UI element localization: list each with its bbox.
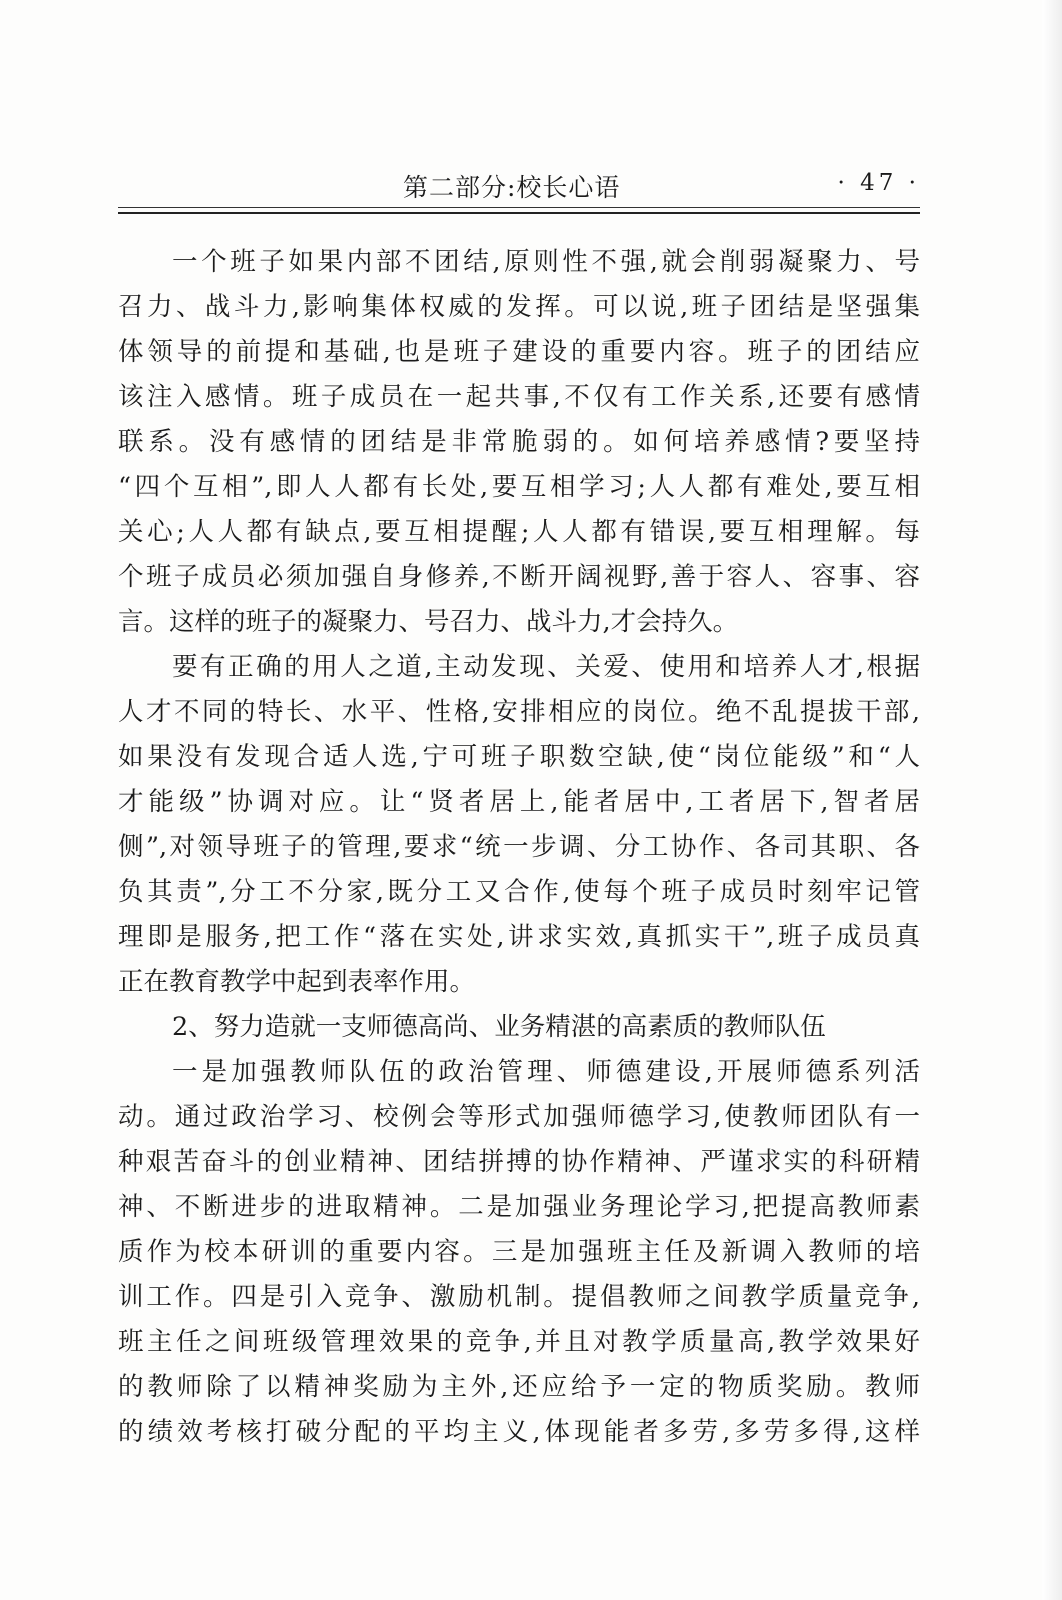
text-line: 动。通过政治学习、校例会等形式加强师德学习,使教师团队有一 <box>118 1102 920 1132</box>
text-line: 的绩效考核打破分配的平均主义,体现能者多劳,多劳多得,这样 <box>118 1417 920 1447</box>
text-line: 理即是服务,把工作“落在实处,讲求实效,真抓实干”,班子成员真 <box>118 922 920 952</box>
body-text <box>118 240 920 1455</box>
text-line: 要有正确的用人之道,主动发现、关爱、使用和培养人才,根据 <box>172 652 920 682</box>
text-line: 质作为校本研训的重要内容。三是加强班主任及新调入教师的培 <box>118 1237 920 1267</box>
text-line: 训工作。四是引入竞争、激励机制。提倡教师之间教学质量竞争, <box>118 1282 920 1312</box>
text-line: 种艰苦奋斗的创业精神、团结拼搏的协作精神、严谨求实的科研精 <box>118 1147 920 1177</box>
header-rule-thick <box>118 212 920 214</box>
text-line: 言。这样的班子的凝聚力、号召力、战斗力,才会持久。 <box>118 607 739 637</box>
page-number: · 47 · <box>837 170 920 196</box>
text-line: 人才不同的特长、水平、性格,安排相应的岗位。绝不乱提拔干部, <box>118 697 920 727</box>
text-line: 侧”,对领导班子的管理,要求“统一步调、分工协作、各司其职、各 <box>118 832 920 862</box>
text-line: 一个班子如果内部不团结,原则性不强,就会削弱凝聚力、号 <box>172 247 920 277</box>
running-header <box>118 168 920 208</box>
header-rule-thin <box>118 207 920 208</box>
text-line: 个班子成员必须加强自身修养,不断开阔视野,善于容人、容事、容 <box>118 562 920 592</box>
subsection-heading: 2、努力造就一支师德高尚、业务精湛的高素质的教师队伍 <box>172 1012 826 1042</box>
text-line: 正在教育教学中起到表率作用。 <box>118 967 476 997</box>
text-line: 该注入感情。班子成员在一起共事,不仅有工作关系,还要有感情 <box>118 382 920 412</box>
text-line: 如果没有发现合适人选,宁可班子职数空缺,使“岗位能级”和“人 <box>118 742 920 772</box>
text-line: 神、不断进步的进取精神。二是加强业务理论学习,把提高教师素 <box>118 1192 920 1222</box>
text-line: 召力、战斗力,影响集体权威的发挥。可以说,班子团结是坚强集 <box>118 292 920 322</box>
text-line: 才能级”协调对应。让“贤者居上,能者居中,工者居下,智者居 <box>118 787 920 817</box>
text-line: 关心;人人都有缺点,要互相提醒;人人都有错误,要互相理解。每 <box>118 517 920 547</box>
text-line: 一是加强教师队伍的政治管理、师德建设,开展师德系列活 <box>172 1057 920 1087</box>
text-line: 体领导的前提和基础,也是班子建设的重要内容。班子的团结应 <box>118 337 920 367</box>
text-line: 负其责”,分工不分家,既分工又合作,使每个班子成员时刻牢记管 <box>118 877 920 907</box>
section-title: 第二部分:校长心语 <box>403 173 621 202</box>
text-line: “四个互相”,即人人都有长处,要互相学习;人人都有难处,要互相 <box>118 472 920 502</box>
text-line: 班主任之间班级管理效果的竞争,并且对教学质量高,教学效果好 <box>118 1327 920 1357</box>
text-line: 联系。没有感情的团结是非常脆弱的。如何培养感情?要坚持 <box>118 427 920 457</box>
scan-edge <box>1042 0 1062 1600</box>
text-line: 的教师除了以精神奖励为主外,还应给予一定的物质奖励。教师 <box>118 1372 920 1402</box>
